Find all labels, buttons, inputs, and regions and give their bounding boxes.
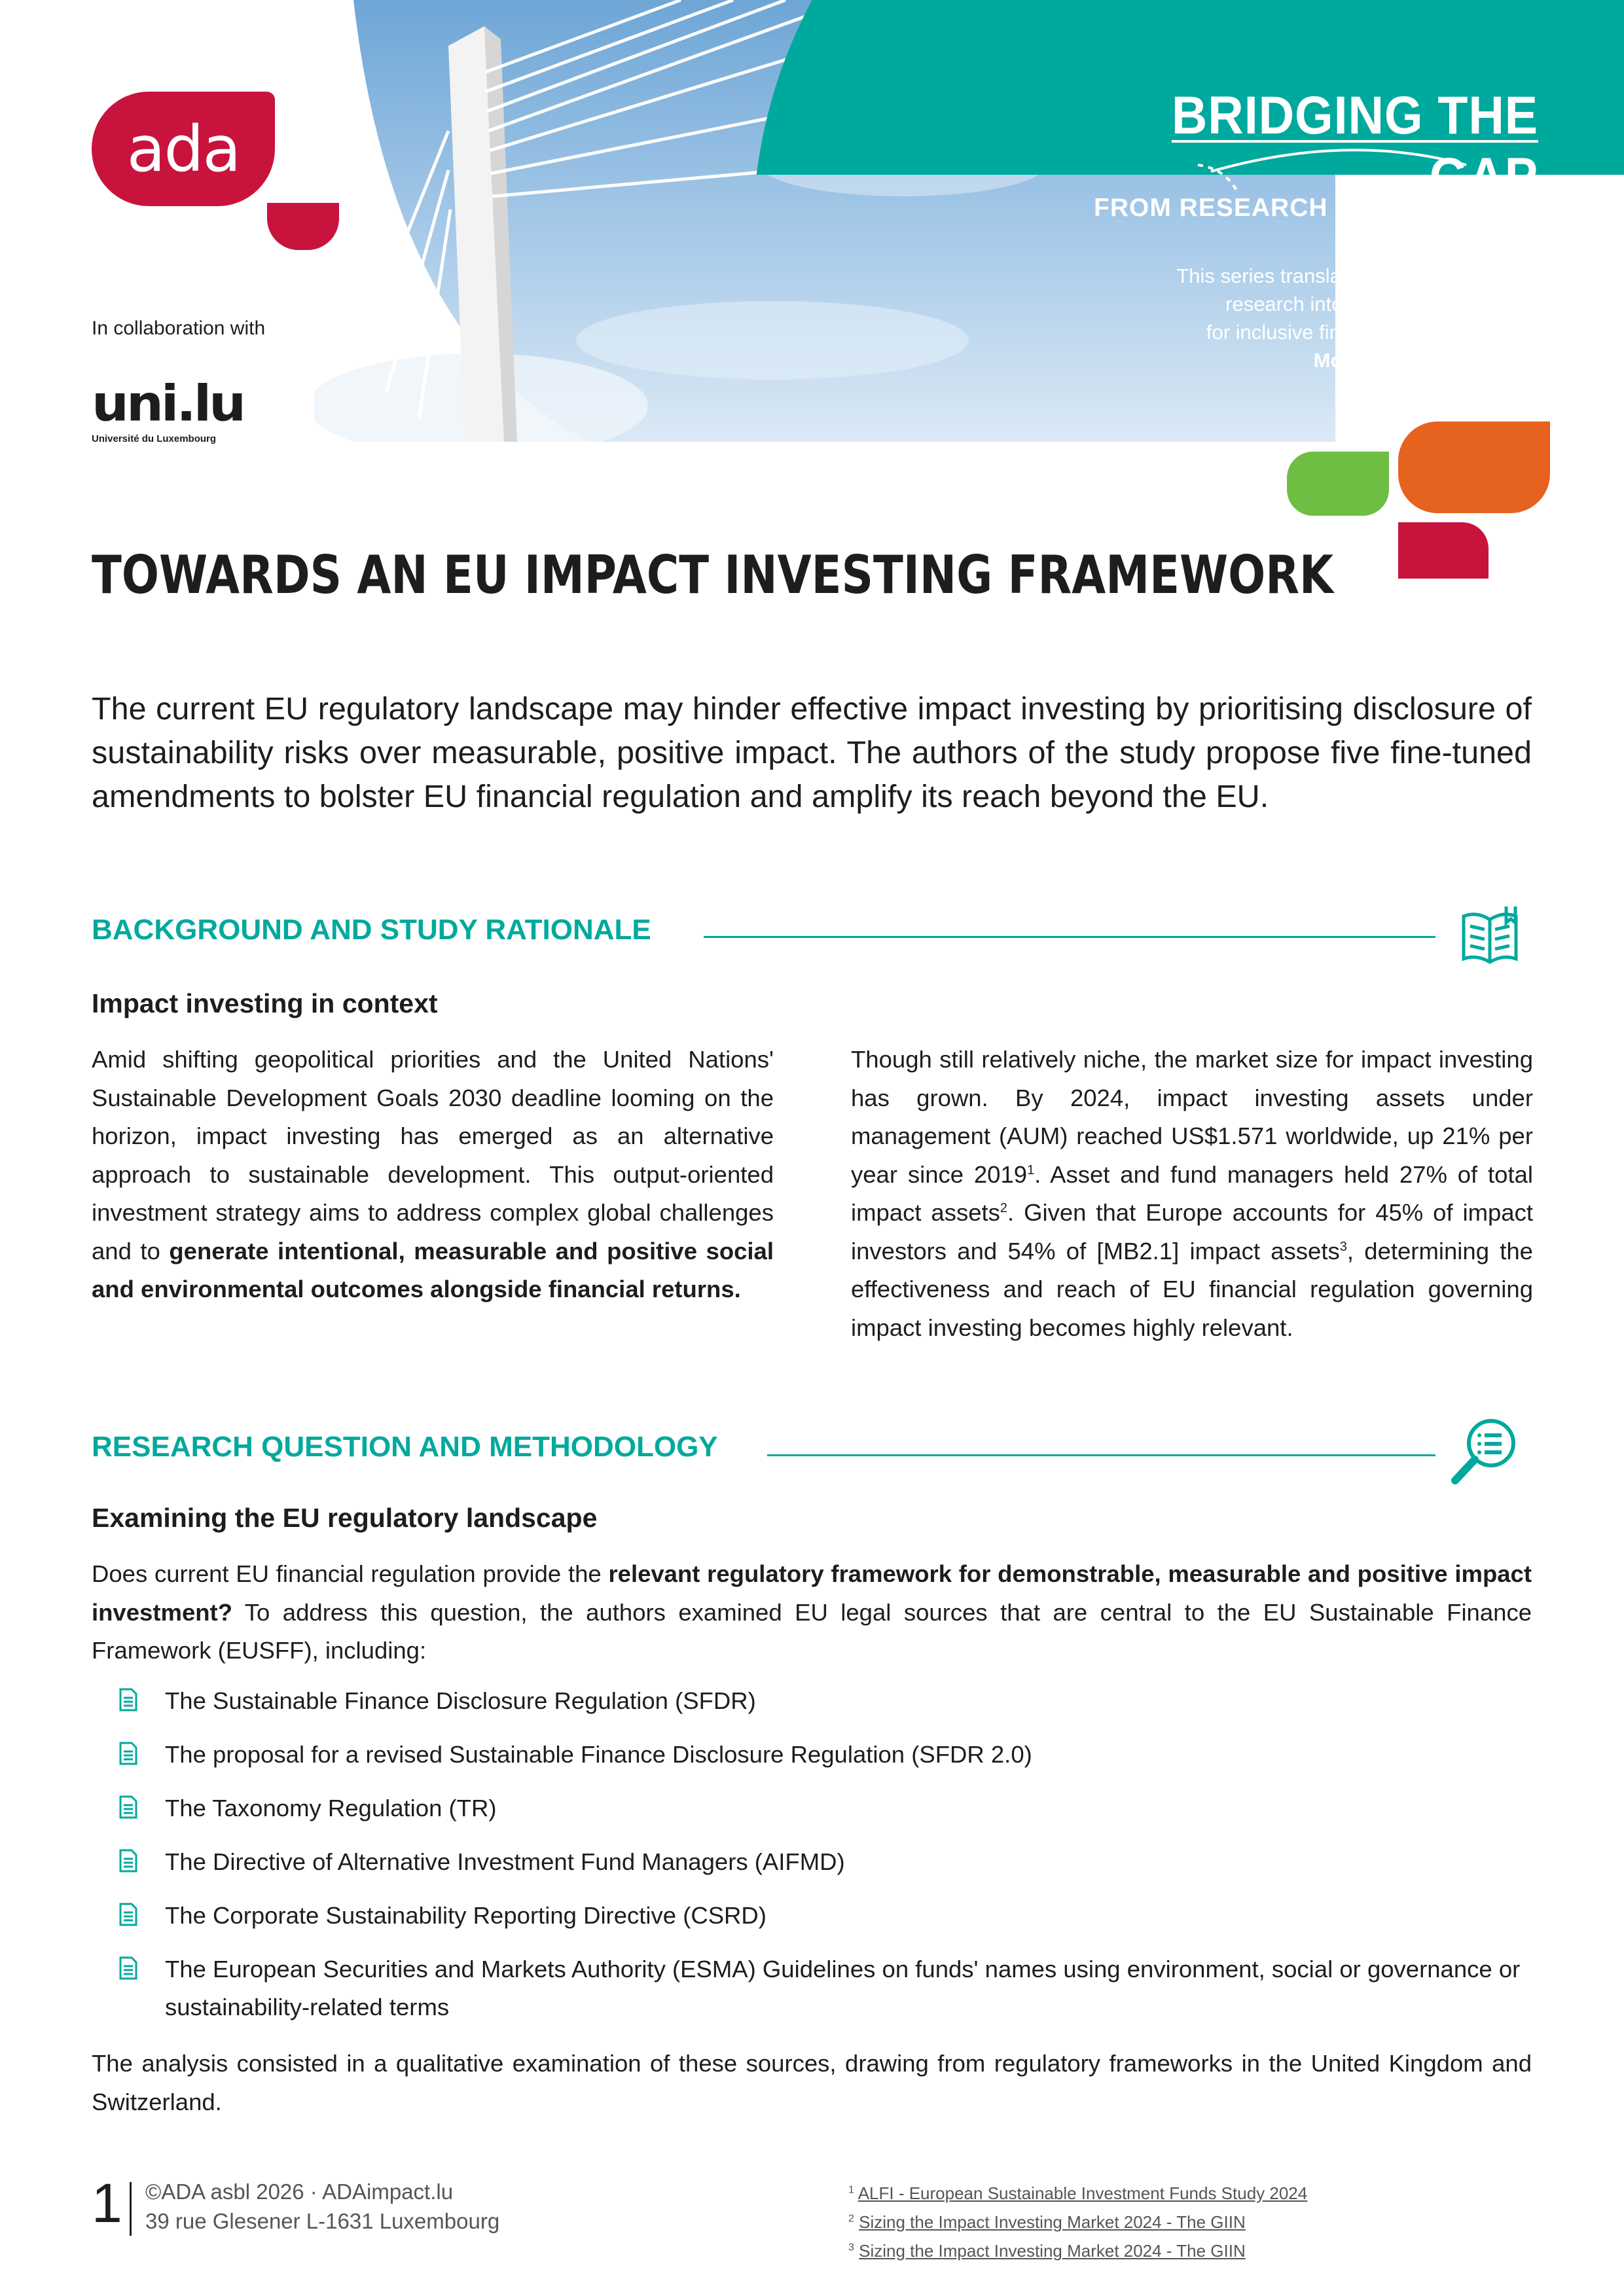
footer-address: 39 rue Glesener L-1631 Luxembourg <box>145 2209 500 2233</box>
closing-paragraph: The analysis consisted in a qualitative examination of these sources, drawing from regulatory frameworks in the United Kingdom and Switzerland. <box>92 2050 1532 2115</box>
section-heading-background: BACKGROUND AND STUDY RATIONALE <box>92 914 651 946</box>
right-column-text: Though still relatively niche, the market size for impact investing has grown. By 2024, impact investing assets under management (AUM) reached US$1.571 worldwide, up 21% per year since 2019$^1$. Asset and fund managers held 27% of total impact assets$^2$. Given that Europe accounts for 45% of impact investors and 54% of [MB2.1] impact assets$^3$, determining the effectiveness and reach of EU financial regulation governing impact investing becomes highly relevant. <box>851 1046 1533 1341</box>
series-title: BRIDGING THE GAP <box>1171 86 1538 207</box>
series-description: This series translates the ADA Chair's research into actionable insights for inclusive finance professionals. More at adaimpact.lu <box>1176 264 1515 372</box>
document-icon <box>119 1795 137 1819</box>
intro-paragraph: The current EU regulatory landscape may hinder effective impact investing by prioritising disclosure of sustainability risks over measurable, positive impact. The authors of the study propose five fine-tuned amendments to bolster EU financial regulation and amplify its reach beyond the EU. <box>92 691 1532 814</box>
footnote-ref-2[interactable]: 2 <box>1000 1200 1008 1215</box>
unilu-logo: uni.lu <box>92 374 244 433</box>
list-item: The Sustainable Finance Disclosure Regulation (SFDR) <box>118 1682 1532 1720</box>
ada-logo-text: ada <box>126 113 240 186</box>
footnote-ref-3[interactable]: 3 <box>1339 1239 1347 1254</box>
list-item: The European Securities and Markets Authority (ESMA) Guidelines on funds' names using environment, social or governance or sustainability-related terms <box>118 1950 1532 2026</box>
document-icon <box>119 1849 137 1873</box>
footnote-link[interactable]: Sizing the Impact Investing Market 2024 - The GIIN <box>859 2241 1246 2261</box>
page-number: 1 <box>92 2172 122 2234</box>
section-heading-research: RESEARCH QUESTION AND METHODOLOGY <box>92 1431 718 1463</box>
red-leaf-shape <box>1398 522 1489 579</box>
legal-sources-list <box>118 1682 1532 2042</box>
series-subtitle: FROM RESEARCH TO PRACTICE <box>1094 194 1515 222</box>
section-divider <box>767 1454 1435 1456</box>
footnote-1: $^1$ ALFI - European Sustainable Investment Funds Study 2024 <box>848 2183 1308 2203</box>
left-column-text: Amid shifting geopolitical priorities and the United Nations' Sustainable Development Goals 2030 deadline looming on the horizon, impact investing has emerged as an alternative approach to sustainable development. This output-oriented investment strategy aims to address complex global challenges and to generate intentional, measurable and positive social and environmental outcomes alongside financial returns. <box>92 1046 774 1302</box>
list-item: The proposal for a revised Sustainable Finance Disclosure Regulation (SFDR 2.0) <box>118 1736 1532 1774</box>
list-item: The Taxonomy Regulation (TR) <box>118 1789 1532 1827</box>
orange-leaf-shape <box>1398 422 1550 513</box>
footnote-2: $^2$ Sizing the Impact Investing Market 2024 - The GIIN <box>848 2212 1246 2232</box>
subheading-impact-investing: Impact investing in context <box>92 988 438 1018</box>
subheading-eu-landscape: Examining the EU regulatory landscape <box>92 1503 598 1533</box>
research-question-text: Does current EU financial regulation provide the relevant regulatory framework for demonstrable, measurable and positive impact investment? To address this question, the authors examined EU legal sources that are central to the EU Sustainable Finance Framework (EUSFF), including: <box>92 1560 1532 1664</box>
arc-arrow-icon <box>1191 145 1506 200</box>
document-icon <box>119 1956 137 1980</box>
footer-copyright: ©ADA asbl 2026 · ADAimpact.lu <box>145 2179 454 2204</box>
list-item: The Directive of Alternative Investment Fund Managers (AIFMD) <box>118 1843 1532 1881</box>
footnote-link[interactable]: Sizing the Impact Investing Market 2024 - The GIIN <box>859 2212 1246 2232</box>
collab-label: In collaboration with <box>92 317 266 339</box>
footnote-link[interactable]: ALFI - European Sustainable Investment Funds Study 2024 <box>857 2183 1308 2203</box>
section-divider <box>704 936 1435 938</box>
magnifier-list-icon <box>1445 1414 1524 1495</box>
adaimpact-link[interactable]: adaimpact.lu <box>1391 349 1515 372</box>
document-icon <box>119 1688 137 1712</box>
document-icon <box>119 1742 137 1765</box>
open-book-icon <box>1457 903 1523 971</box>
footnote-ref-1[interactable]: 1 <box>1027 1162 1035 1177</box>
list-item: The Corporate Sustainability Reporting Directive (CSRD) <box>118 1897 1532 1935</box>
page-title: TOWARDS AN EU IMPACT INVESTING FRAMEWORK <box>92 545 1334 605</box>
footnote-3: $^3$ Sizing the Impact Investing Market 2024 - The GIIN <box>848 2241 1246 2261</box>
page-number-divider <box>130 2182 132 2236</box>
green-leaf-shape <box>1287 452 1389 516</box>
document-icon <box>119 1903 137 1926</box>
unilu-name: Université du Luxembourg <box>92 433 217 444</box>
